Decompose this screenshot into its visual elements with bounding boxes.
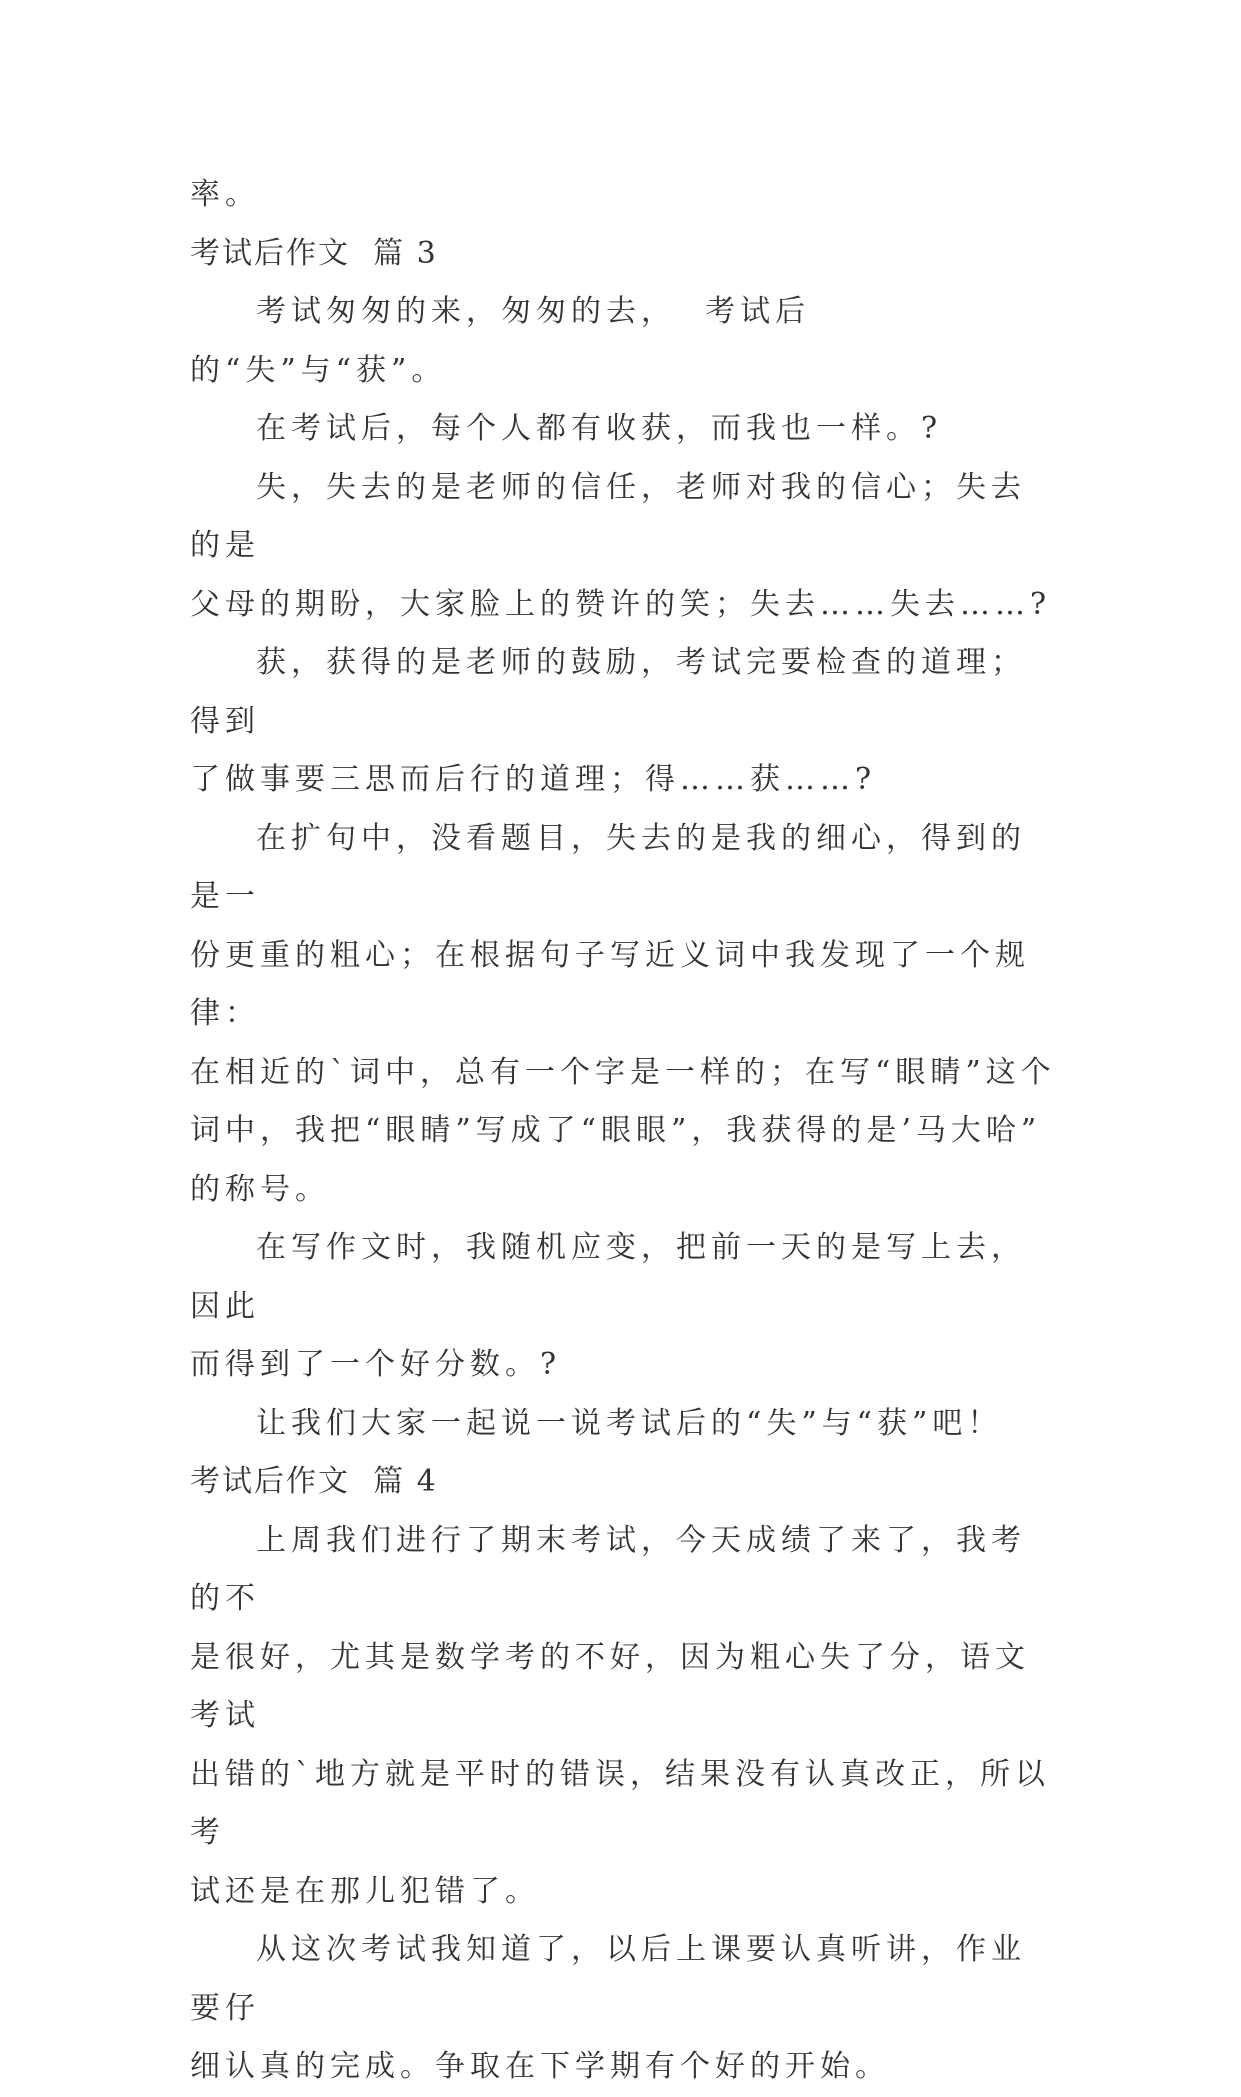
text-line: 的称号。: [190, 1171, 330, 1207]
text-line: 词中，我把“眼睛”写成了“眼眼”，我获得的是’马大哈”: [190, 1113, 1042, 1148]
text-line: 在扩句中，没看题目，失去的是我的细心，得到的是一: [190, 820, 1026, 914]
text-line: 父母的期盼，大家脸上的赞许的笑；失去……失去……?: [190, 586, 1052, 622]
text-line: 出错的`地方就是平时的错误，结果没有认真改正，所以考: [190, 1756, 1050, 1850]
text-line: 而得到了一个好分数。?: [190, 1347, 562, 1382]
text-line: 失，失去的是老师的信任，老师对我的信心；失去的是: [190, 469, 1026, 563]
text-line: 是很好，尤其是数学考的不好，因为粗心失了分，语文考试: [190, 1639, 1030, 1733]
text-line: 获，获得的是老师的鼓励，考试完要检查的道理；得到: [190, 645, 1026, 739]
text-line: 试还是在那儿犯错了。: [190, 1873, 540, 1909]
document-body: [190, 166, 1060, 2097]
text-line: 在相近的`词中，总有一个字是一样的；在写“眼睛”这个: [190, 1054, 1056, 1090]
text-line: 上周我们进行了期末考试，今天成绩了来了，我考的不: [190, 1522, 1026, 1616]
text-line: 让我们大家一起说一说考试后的“失”与“获”吧！: [256, 1405, 1003, 1441]
text-line: 份更重的粗心；在根据句子写近义词中我发现了一个规律：: [190, 937, 1030, 1031]
text-line: 在考试后，每个人都有收获，而我也一样。?: [256, 411, 943, 446]
section-heading: 考试后作文 篇 4: [190, 1464, 438, 1499]
text-line: 考试匆匆的来，匆匆的去， 考试后的“失”与“获”。: [190, 294, 811, 388]
text-line: 从这次考试我知道了，以后上课要认真听讲，作业要仔: [190, 1932, 1026, 2026]
text-line: 细认真的完成。争取在下学期有个好的开始。: [190, 2049, 890, 2084]
text-line: 了做事要三思而后行的道理；得……获……?: [190, 762, 877, 797]
text-line: 在写作文时，我随机应变，把前一天的是写上去，因此: [190, 1230, 1026, 1324]
text-line: 率。: [190, 177, 260, 212]
section-heading: 考试后作文 篇 3: [190, 235, 438, 271]
